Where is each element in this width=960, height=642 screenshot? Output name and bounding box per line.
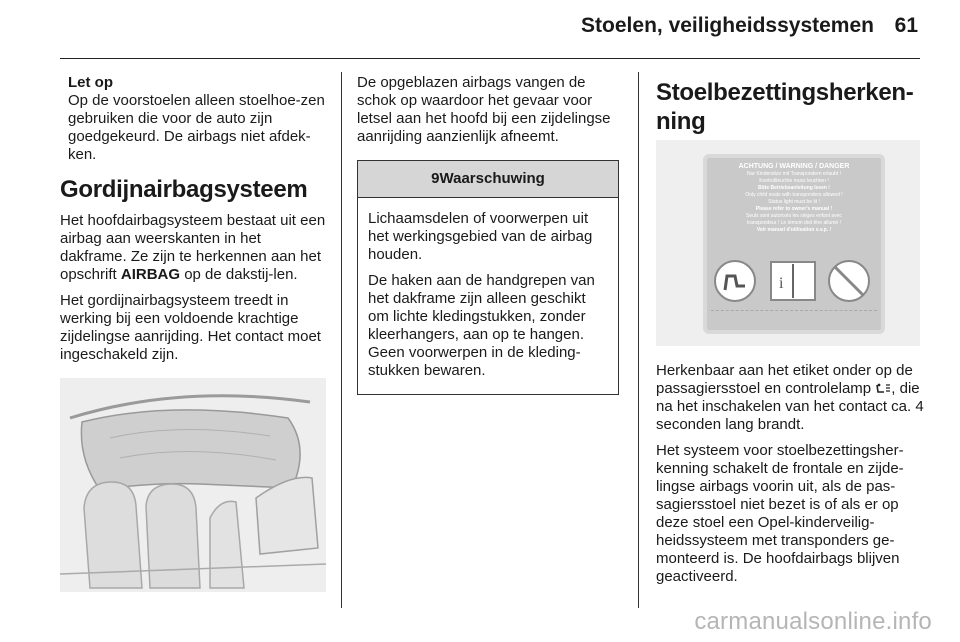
warning-box	[357, 160, 619, 395]
paragraph-airbag-trigger: Het gordijnairbagsysteem treedt in werking bij een voldoende krachtige zijdelingse aanrijding. Het contact moet ingeschakeld zijn.	[60, 292, 321, 363]
paragraph-label-location: Herkenbaar aan het etiket onder op de passagiersstoel en controlelamp , die na het inschakelen van het contact ca. 4 seconden lang brandt.	[656, 362, 924, 433]
header-rule	[60, 58, 920, 59]
warning-title: Waarschuwing	[439, 170, 545, 187]
column-divider-1	[341, 72, 342, 608]
paragraph-airbag-system: Het hoofdairbagsysteem bestaat uit een airbag aan weerskanten in het dakframe. Ze zijn te herkennen aan het opschrift AIRBAG op de dakstij-len.	[60, 212, 326, 283]
airbag-label-text: AIRBAG	[120, 266, 181, 283]
page-number: 61	[894, 14, 918, 37]
note-text: Op de voorstoelen alleen stoelhoe-zen gebruiken die voor de auto zijn goedgekeurd. De airbags niet afdek-ken.	[68, 92, 325, 163]
svg-text:i: i	[779, 275, 784, 292]
page-header-title: Stoelen, veiligheidssystemen	[581, 14, 874, 37]
seat-label-figure	[656, 140, 920, 346]
sticker-pictograms	[711, 256, 877, 306]
sticker-text: ACHTUNG / WARNING / DANGER Nur Kindersitze mit Transpondern erlaubt ! Kontrollleuchte muss leuchten ! Bitte Betriebsanleitung lesen ! Only child seats with transponders allowed ! Status light must be lit ! Please refer to owner's manual ! Seuls sont autorisés les sièges enfant avec transpondeur ! Le témoin doit être allumé ! Voir manuel d'utilisation s.v.p. !	[723, 162, 865, 234]
column-3-text	[656, 362, 926, 594]
curtain-airbag-illustration	[60, 378, 326, 592]
section-heading-seat-occupancy: Stoelbezettingsherken-ning	[656, 79, 914, 135]
sticker-headline: ACHTUNG / WARNING / DANGER	[738, 163, 850, 170]
column-divider-2	[638, 72, 639, 608]
column-2	[357, 74, 621, 395]
warning-body	[358, 198, 618, 394]
warning-text-1: Lichaamsdelen of voorwerpen uit het werkingsgebied van de airbag houden.	[368, 210, 593, 263]
warning-text-2: De haken aan de handgrepen van het dakframe zijn alleen geschikt om lichte kledingstukken, zonder kleerhangers, aan op te hangen. Geen voorwerpen in de kleding-stukken bewaren.	[368, 272, 595, 379]
warning-header	[358, 161, 618, 198]
column-1	[60, 74, 326, 372]
warning-sticker	[703, 154, 885, 334]
paragraph-airbag-effect: De opgeblazen airbags vangen de schok op waardoor het gevaar voor letsel aan het hoofd bij een zijdelingse aanrijding aanzienlijk afneemt.	[357, 74, 611, 145]
section-heading-curtain-airbag: Gordijnairbagsysteem	[60, 176, 308, 203]
note-label: Let op	[68, 74, 113, 91]
column-3	[656, 74, 922, 144]
watermark: carmanualsonline.info	[694, 608, 932, 635]
airbag-off-warning-icon	[875, 383, 891, 395]
paragraph-seat-occupancy-system: Het systeem voor stoelbezettingsher-kenning schakelt de frontale en zijde-lingse airbags voorin uit, als de pas-sagiersstoel niet bezet is of als er op deze stoel een Opel-kinderveilig-heidssysteem met transponders ge-monteerd is. De hoofdairbags blijven geactiveerd.	[656, 442, 904, 585]
warning-triangle-icon: 9	[431, 170, 440, 187]
